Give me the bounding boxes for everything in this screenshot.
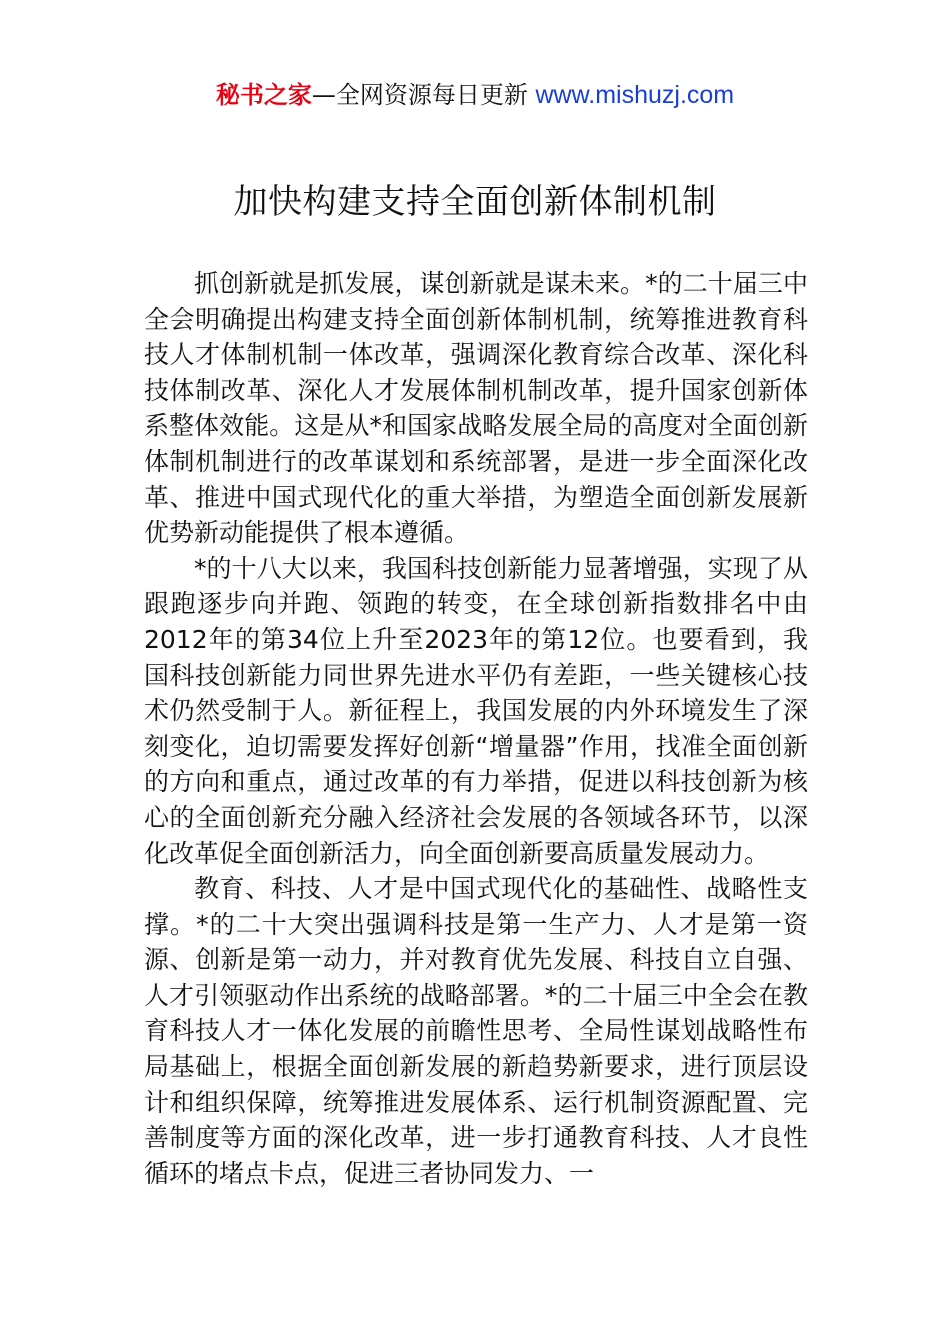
paragraph: 抓创新就是抓发展，谋创新就是谋未来。*的二十届三中全会明确提出构建支持全面创新体制机制，统筹推进教育科技人才体制机制一体改革，强调深化教育综合改革、深化科技体制改革、深化人才发展体制机制改革，提升国家创新体系整体效能。这是从*和国家战略发展全局的高度对全面创新体制机制进行的改革谋划和系统部署，是进一步全面深化改革、推进中国式现代化的重大举措，为塑造全面创新发展新优势新动能提供了根本遵循。	[144, 269, 808, 548]
brand-name: 秘书之家	[215, 81, 312, 109]
header-tagline: —全网资源每日更新	[311, 81, 536, 109]
site-url-link[interactable]: www.mishuzj.com	[535, 81, 735, 109]
site-header	[0, 78, 950, 112]
document-body	[144, 266, 808, 1191]
paragraph: 教育、科技、人才是中国式现代化的基础性、战略性支撑。*的二十大突出强调科技是第一生产力、人才是第一资源、创新是第一动力，并对教育优先发展、科技自立自强、人才引领驱动作出系统的战略部署。*的二十届三中全会在教育科技人才一体化发展的前瞻性思考、全局性谋划战略性布局基础上，根据全面创新发展的新趋势新要求，进行顶层设计和组织保障，统筹推进发展体系、运行机制资源配置、完善制度等方面的深化改革，进一步打通教育科技、人才良性循环的堵点卡点，促进三者协同发力、一	[144, 874, 808, 1188]
paragraph: *的十八大以来，我国科技创新能力显著增强，实现了从跟跑逐步向并跑、领跑的转变，在全球创新指数排名中由2012年的第34位上升至2023年的第12位。也要看到，我国科技创新能力同世界先进水平仍有差距，一些关键核心技术仍然受制于人。新征程上，我国发展的内外环境发生了深刻变化，迫切需要发挥好创新“增量器”作用，找准全面创新的方向和重点，通过改革的有力举措，促进以科技创新为核心的全面创新充分融入经济社会发展的各领域各环节，以深化改革促全面创新活力，向全面创新要高质量发展动力。	[144, 553, 808, 868]
document-title: 加快构建支持全面创新体制机制	[233, 182, 717, 222]
